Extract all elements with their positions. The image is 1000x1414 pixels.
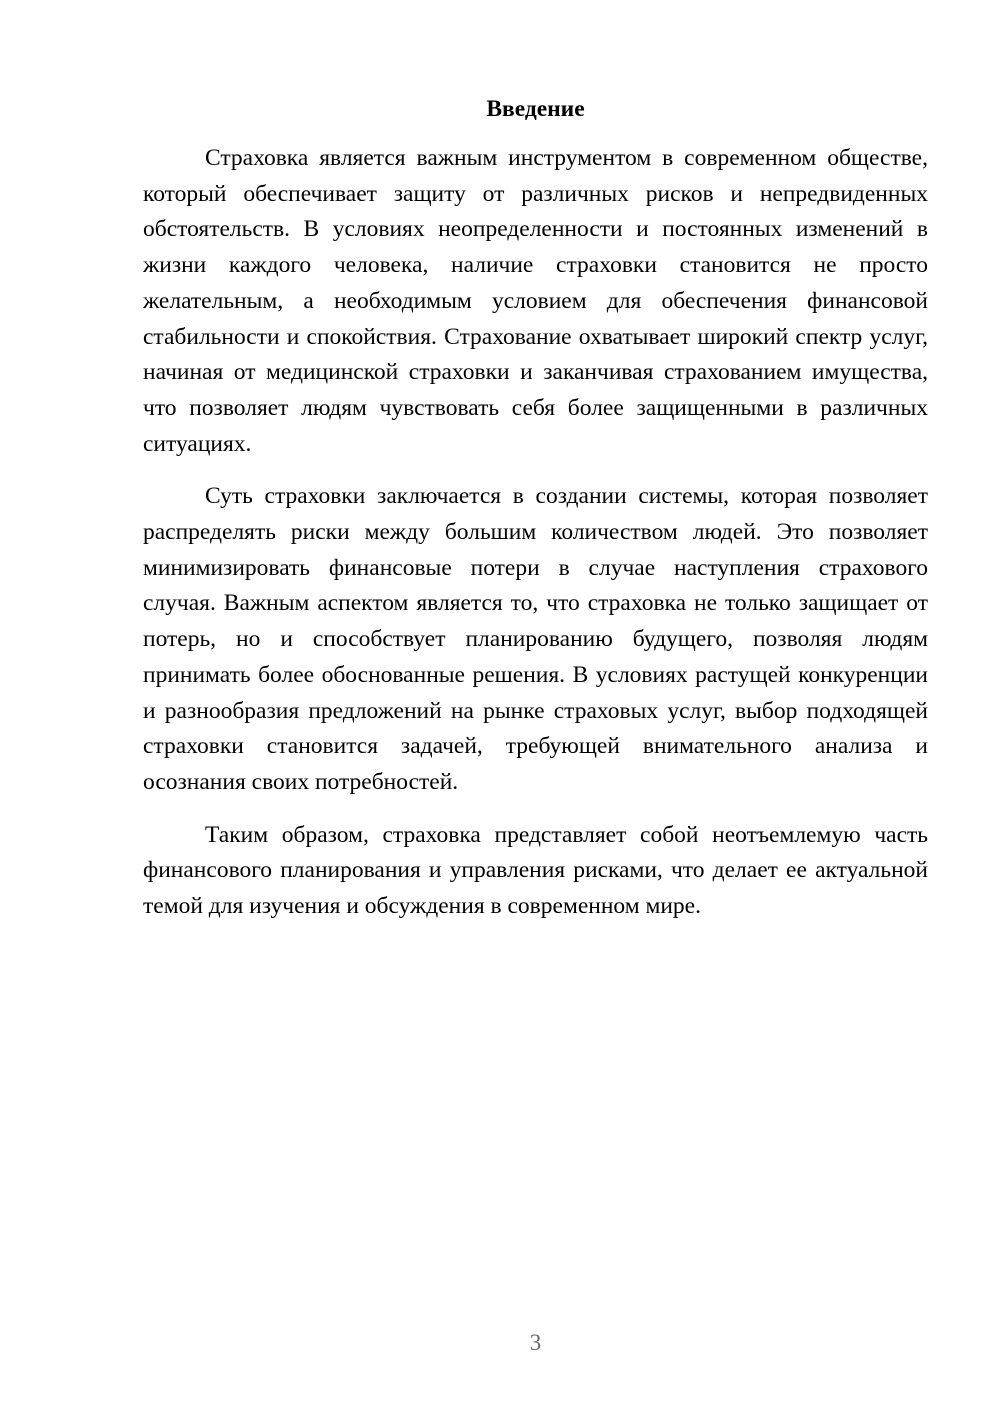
paragraph-conclusion: Таким образом, страховка представляет собой неотъемлемую часть финансового планирования и управления рисками, что делает ее актуальной темой для изучения и обсуждения в современном мире. — [143, 821, 928, 920]
document-content — [143, 91, 928, 942]
paragraph-intro: Страховка является важным инструментом в современном обществе, который обеспечивает защиту от различных рисков и непредвиденных обстоятельств. В условиях неопределенности и постоянных изменений в жизни каждого человека, наличие страховки становится не просто желательным, а необходимым условием для обеспечения финансовой стабильности и спокойствия. Страхование охватывает широкий спектр услуг, начиная от медицинской страховки и заканчивая страхованием имущества, что позволяет людям чувствовать себя более защищенными в различных ситуациях. — [143, 145, 928, 457]
page-title: Введение — [486, 96, 585, 122]
paragraph-essence: Суть страховки заключается в создании системы, которая позволяет распределять риски между большим количеством людей. Это позволяет минимизировать финансовые потери в случае наступления страхового случая. Важным аспектом является то, что страховка не только защищает от потерь, но и способствует планированию будущего, позволяя людям принимать более обоснованные решения. В условиях растущей конкуренции и разнообразия предложений на рынке страховых услуг, выбор подходящей страховки становится задачей, требующей внимательного анализа и осознания своих потребностей. — [143, 483, 928, 795]
page-number: 3 — [529, 1330, 542, 1355]
